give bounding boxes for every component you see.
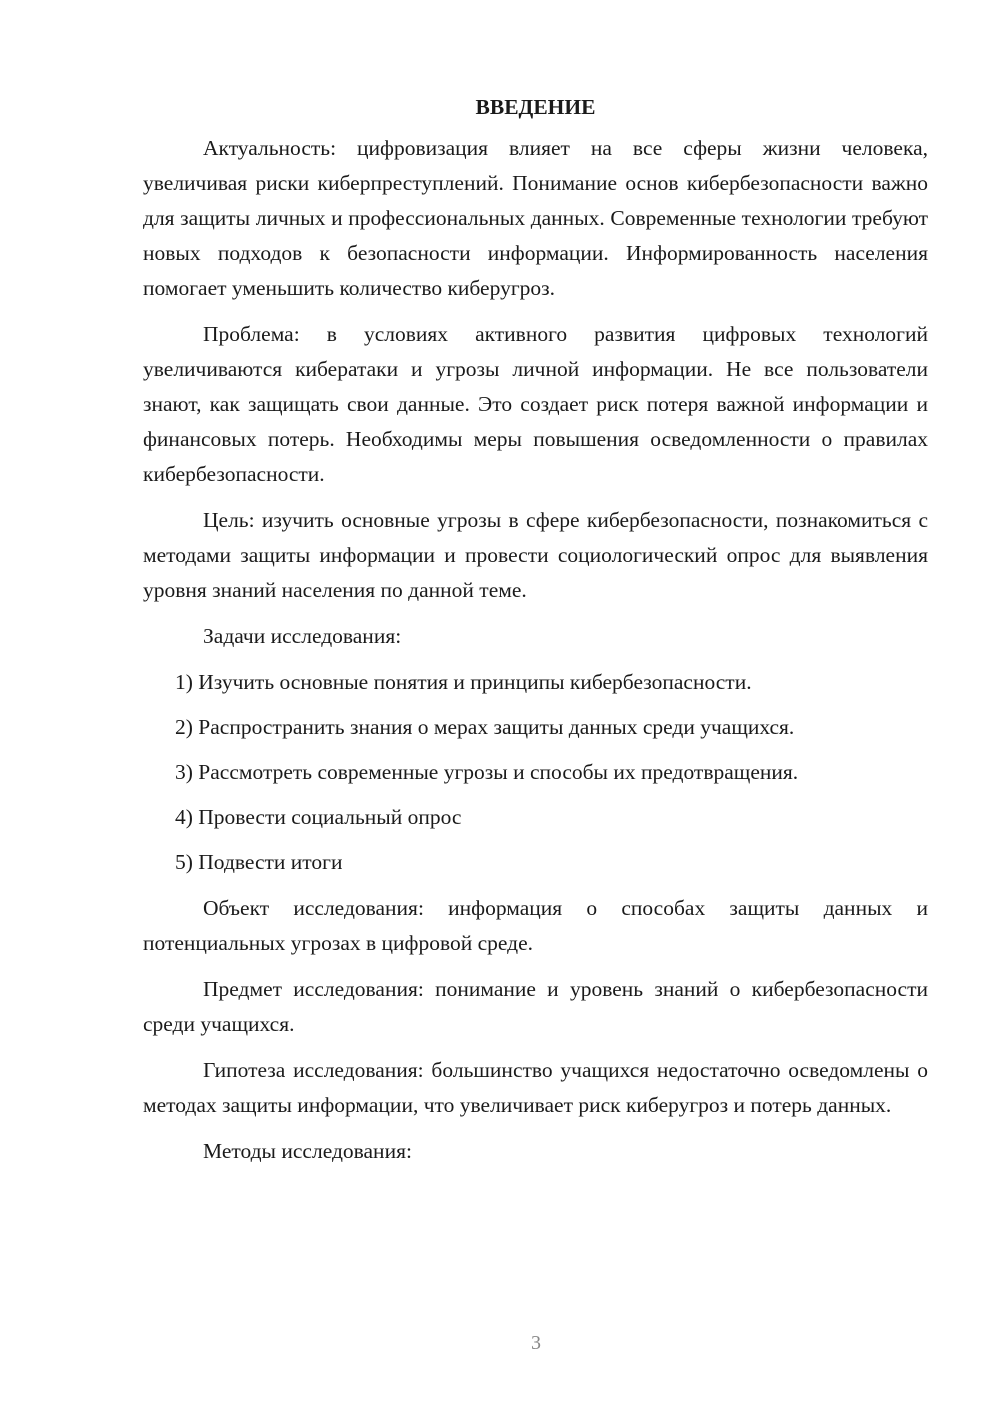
object-paragraph: Объект исследования: информация о способах защиты данных и потенциальных угрозах в цифровой среде. bbox=[143, 896, 928, 955]
task-item-5: 5) Подвести итоги bbox=[175, 850, 343, 874]
tasks-title: Задачи исследования: bbox=[203, 624, 402, 648]
task-item-4: 4) Провести социальный опрос bbox=[175, 805, 462, 829]
task-item-3: 3) Рассмотреть современные угрозы и способы их предотвращения. bbox=[175, 760, 799, 784]
page-number: 3 bbox=[531, 1332, 541, 1354]
task-item-1: 1) Изучить основные понятия и принципы кибербезопасности. bbox=[175, 670, 752, 694]
goal-paragraph: Цель: изучить основные угрозы в сфере кибербезопасности, познакомиться с методами защиты информации и провести социологический опрос для выявления уровня знаний населения по данной теме. bbox=[143, 508, 928, 602]
page-content bbox=[143, 90, 928, 1180]
relevance-paragraph: Актуальность: цифровизация влияет на все сферы жизни человека, увеличивая риски киберпреступлений. Понимание основ кибербезопасности важно для защиты личных и профессиональных данных. Современные технологии требуют новых подходов к безопасности информации. Информированность населения помогает уменьшить количество киберугроз. bbox=[143, 136, 928, 300]
problem-paragraph: Проблема: в условиях активного развития цифровых технологий увеличиваются кибератаки и угрозы личной информации. Не все пользователи знают, как защищать свои данные. Это создает риск потеря важной информации и финансовых потерь. Необходимы меры повышения осведомленности о правилах кибербезопасности. bbox=[143, 322, 928, 486]
hypothesis-paragraph: Гипотеза исследования: большинство учащихся недостаточно осведомлены о методах защиты информации, что увеличивает риск киберугроз и потерь данных. bbox=[143, 1058, 928, 1117]
section-heading: ВВЕДЕНИЕ bbox=[475, 95, 596, 119]
methods-title: Методы исследования: bbox=[203, 1139, 412, 1163]
task-item-2: 2) Распространить знания о мерах защиты данных среди учащихся. bbox=[175, 715, 795, 739]
tasks-list bbox=[143, 665, 928, 880]
subject-paragraph: Предмет исследования: понимание и уровень знаний о кибербезопасности среди учащихся. bbox=[143, 977, 928, 1036]
